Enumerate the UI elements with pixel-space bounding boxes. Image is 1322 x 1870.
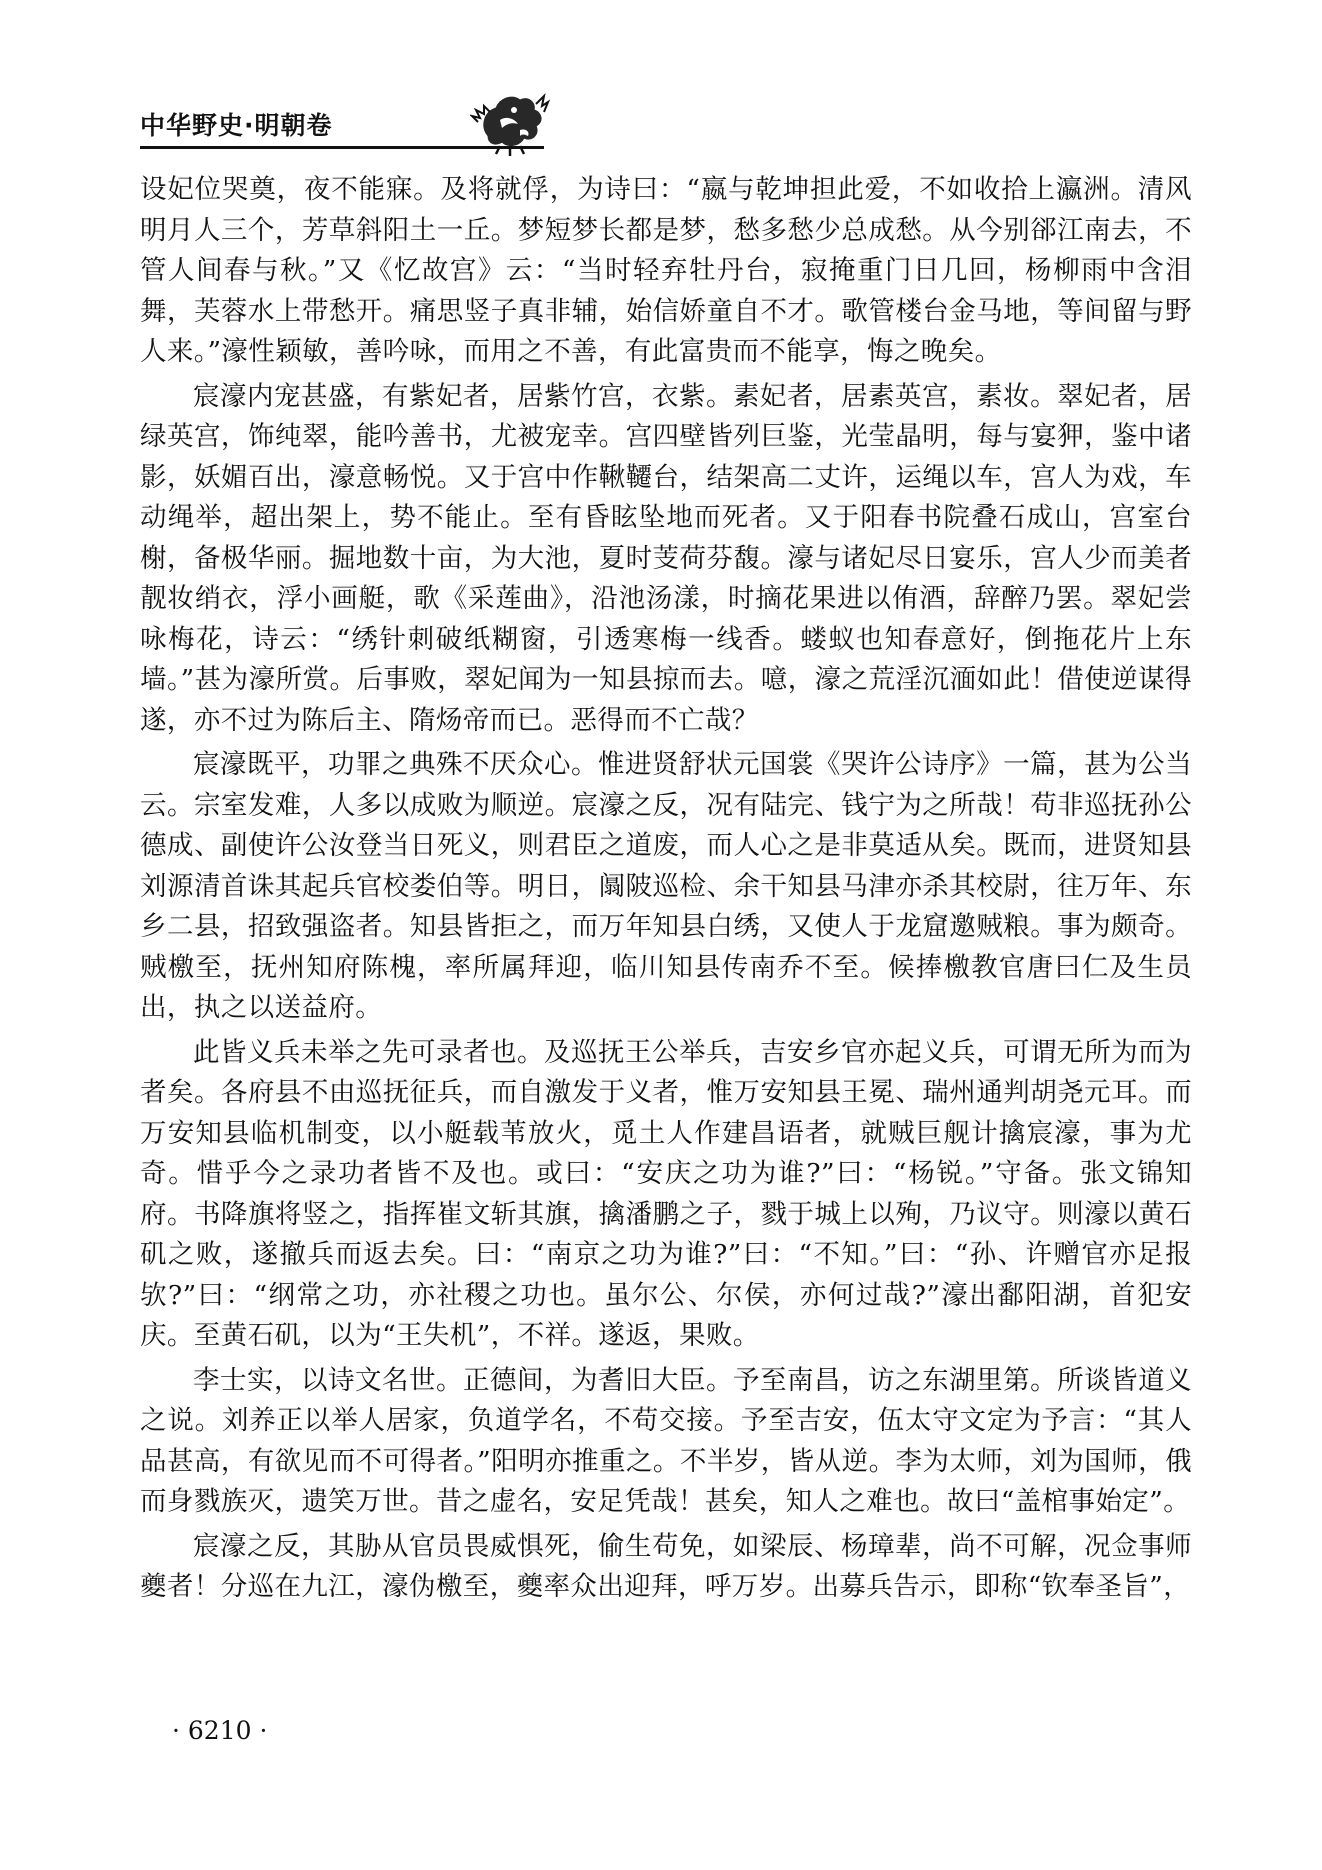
body-text bbox=[140, 170, 1192, 1608]
paragraph-3: 宸濠既平，功罪之典殊不厌众心。惟进贤舒状元国裳《哭许公诗序》一篇，甚为公当云。宗室发难，人多以成败为顺逆。宸濠之反，况有陆完、钱宁为之所哉！苟非巡抚孙公德成、副使许公汝登当日死义，则君臣之道废，而人心之是非莫适从矣。既而，进贤知县刘源清首诛其起兵官校娄伯等。明日，阘陂巡检、余干知县马津亦杀其校尉，往万年、东乡二县，招致强盗者。知县皆拒之，而万年知县白绣，又使人于龙窟邀贼粮。事为颇奇。贼檄至，抚州知府陈槐，率所属拜迎，临川知县传南乔不至。候捧檄教官唐曰仁及生员出，执之以送益府。 bbox=[140, 749, 1192, 1023]
paragraph-1: 设妃位哭奠，夜不能寐。及将就俘，为诗曰：“嬴与乾坤担此爱，不如收拾上瀛洲。清风明月人三个，芳草斜阳土一丘。梦短梦长都是梦，愁多愁少总成愁。从今别郤江南去，不管人间春与秋。”又《忆故宫》云：“当时轻弃牡丹台，寂掩重门日几回，杨柳雨中含泪舞，芙蓉水上带愁开。痛思竖子真非辅，始信娇童自不才。歌管楼台金马地，等间留与野人来。”濠性颖敏，善吟咏，而用之不善，有此富贵而不能享，悔之晚矣。 bbox=[140, 174, 1192, 367]
paragraph-2: 宸濠内宠甚盛，有紫妃者，居紫竹宫，衣紫。素妃者，居素英宫，素妆。翠妃者，居绿英宫，饰纯翠，能吟善书，尤被宠幸。宫四壁皆列巨鉴，光莹晶明，每与宴狎，鉴中诸影，妖媚百出，濠意畅悦。又于宫中作鞦韆台，结架高二丈许，运绳以车，宫人为戏，车动绳举，超出架上，势不能止。至有昏眩坠地而死者。又于阳春书院叠石成山，宫室台榭，备极华丽。掘地数十亩，为大池，夏时芰荷芬馥。濠与诸妃尽日宴乐，宫人少而美者靓妆绡衣，浮小画艇，歌《采莲曲》，沿池汤漾，时摘花果进以侑酒，辞醉乃罢。翠妃尝咏梅花，诗云：“绣针刺破纸糊窗，引透寒梅一线香。蝼蚁也知春意好，倒拖花片上东墙。”甚为濠所赏。后事败，翠妃闻为一知县掠而去。噫，濠之荒淫沉湎如此！借使逆谋得遂，亦不过为陈后主、隋炀帝而已。恶得而不亡哉？ bbox=[140, 380, 1192, 736]
paragraph-5: 李士实，以诗文名世。正德间，为耆旧大臣。予至南昌，访之东湖里第。所谈皆道义之说。刘养正以举人居家，负道学名，不苟交接。予至吉安，伍太守文定为予言：“其人品甚高，有欲见而不可得者。”阳明亦推重之。不半岁，皆从逆。李为太师，刘为国师，俄而身戮族灭，遗笑万世。昔之虚名，安足凭哉！甚矣，知人之难也。故曰“盖棺事始定”。 bbox=[140, 1364, 1192, 1517]
paragraph-6: 宸濠之反，其胁从官员畏威惧死，偷生苟免，如梁辰、杨璋辈，尚不可解，况佥事师夔者！分巡在九江，濠伪檄至，夔率众出迎拜，呼万岁。出募兵告示，即称“钦奉圣旨”， bbox=[140, 1530, 1192, 1602]
book-title: 中华野史·明朝卷 bbox=[140, 111, 333, 140]
paragraph-4: 此皆义兵未举之先可录者也。及巡抚王公举兵，吉安乡官亦起义兵，可谓无所为而为者矣。各府县不由巡抚征兵，而自激发于义者，惟万安知县王冕、瑞州通判胡尧元耳。而万安知县临机制变，以小艇载苇放火，觅土人作建昌语者，就贼巨舰计擒宸濠，事为尤奇。惜乎今之录功者皆不及也。或曰：“安庆之功为谁?”曰：“杨锐。”守备。张文锦知府。书降旗将竖之，指挥崔文斩其旗，擒潘鹏之子，戮于城上以殉，乃议守。则濠以黄石矶之败，遂撤兵而返去矣。曰：“南京之功为谁?”曰：“不知。”曰：“孙、许赠官亦足报欤?”曰：“纲常之功，亦社稷之功也。虽尔公、尔侯，亦何过哉?”濠出鄱阳湖，首犯安庆。至黄石矶，以为“王失机”，不祥。遂返，果败。 bbox=[140, 1036, 1192, 1351]
page-number: · 6210 · bbox=[172, 1716, 268, 1745]
dragon-emblem-icon bbox=[470, 86, 550, 156]
